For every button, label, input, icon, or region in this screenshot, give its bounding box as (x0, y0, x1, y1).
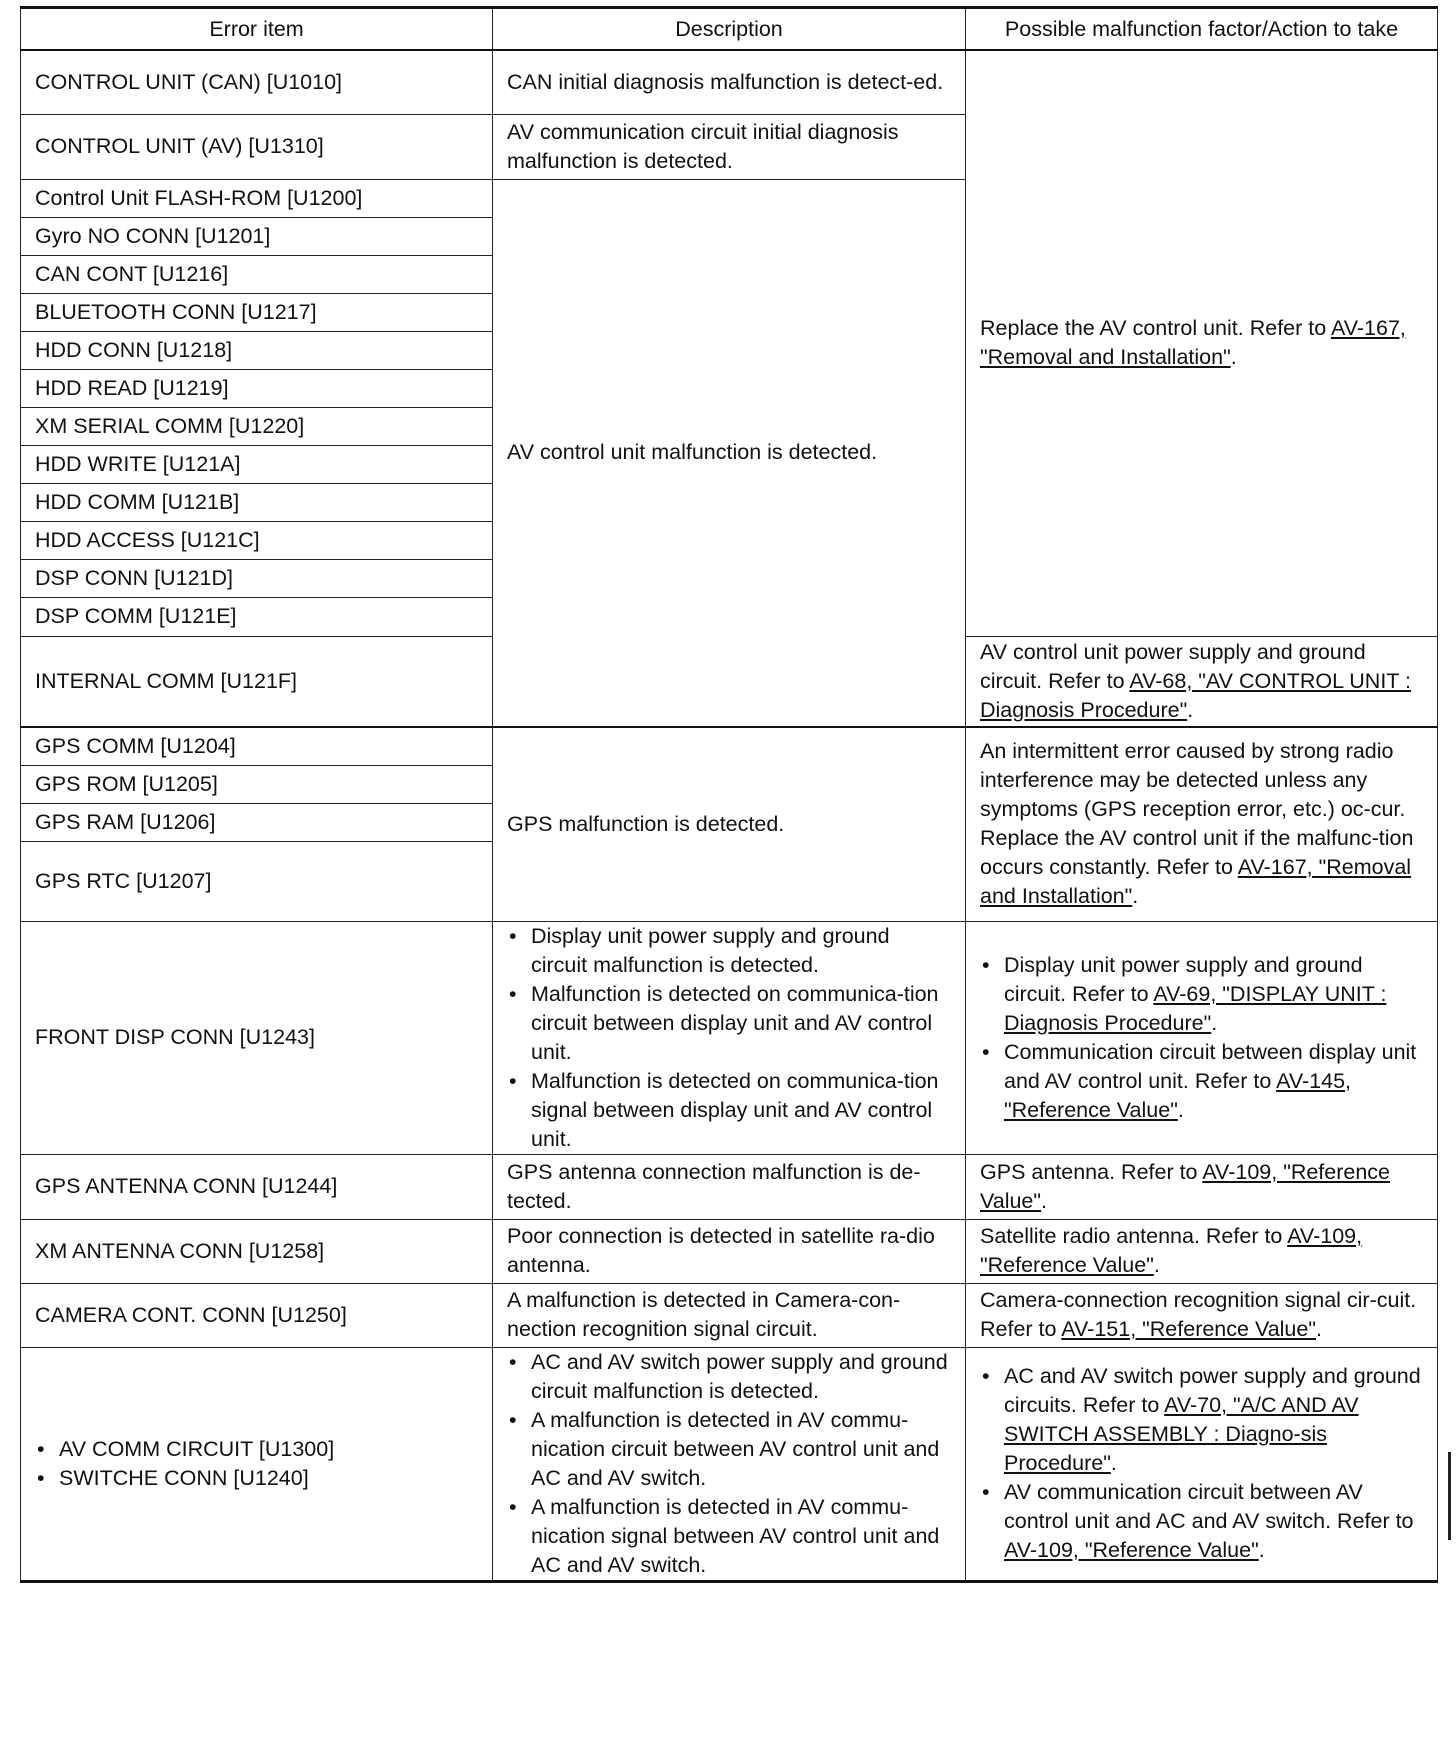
list-item: • A malfunction is detected in AV commu-nication signal between AV control unit and AC and AV switch. (531, 1493, 951, 1580)
list-item: • A malfunction is detected in AV commu-nication circuit between AV control unit and AC and AV switch. (531, 1406, 951, 1493)
error-item: GPS RTC [U1207] (21, 841, 493, 921)
table-row (21, 50, 1438, 114)
action-cell: Camera-connection recognition signal cir-cuit. Refer to AV-151, "Reference Value". (966, 1283, 1438, 1347)
error-item: HDD READ [U1219] (21, 369, 493, 407)
error-item: GPS RAM [U1206] (21, 803, 493, 841)
list-item: • Display unit power supply and ground circuit. Refer to AV-69, "DISPLAY UNIT : Diagnosis Procedure". (1004, 951, 1423, 1038)
error-item: HDD WRITE [U121A] (21, 445, 493, 483)
action-cell: Satellite radio antenna. Refer to AV-109, "Reference Value". (966, 1219, 1438, 1283)
error-item: HDD CONN [U1218] (21, 331, 493, 369)
reference-link[interactable]: AV-145, "Reference Value" (1004, 1068, 1352, 1122)
reference-link[interactable]: AV-167, "Removal and Installation" (980, 855, 1412, 909)
description: GPS malfunction is detected. (493, 727, 966, 921)
error-item: CONTROL UNIT (CAN) [U1010] (21, 50, 493, 114)
error-item: FRONT DISP CONN [U1243] (21, 921, 493, 1154)
table-row (21, 921, 1438, 1154)
error-item-table (20, 6, 1438, 1583)
error-item: CAMERA CONT. CONN [U1250] (21, 1283, 493, 1347)
reference-link[interactable]: AV-109, "Reference Value" (1004, 1538, 1259, 1562)
action-cell: GPS antenna. Refer to AV-109, "Reference Value". (966, 1154, 1438, 1219)
list-item: • Communication circuit between display unit and AV control unit. Refer to AV-145, "Reference Value". (1004, 1038, 1423, 1125)
table-row (21, 1347, 1438, 1581)
list-item: • AV communication circuit between AV control unit and AC and AV switch. Refer to AV-109, "Reference Value". (1004, 1478, 1423, 1565)
error-item: XM ANTENNA CONN [U1258] (21, 1219, 493, 1283)
error-item: CAN CONT [U1216] (21, 255, 493, 293)
error-item: DSP COMM [U121E] (21, 597, 493, 636)
error-item: GPS COMM [U1204] (21, 727, 493, 765)
description (493, 921, 966, 1154)
error-item: HDD ACCESS [U121C] (21, 521, 493, 559)
action-cell: AV control unit power supply and ground circuit. Refer to AV-68, "AV CONTROL UNIT : Diagnosis Procedure". (966, 636, 1438, 727)
error-item (21, 1347, 493, 1581)
action-cell (966, 1347, 1438, 1581)
error-item: DSP CONN [U121D] (21, 559, 493, 597)
description (493, 1347, 966, 1581)
error-item: GPS ANTENNA CONN [U1244] (21, 1154, 493, 1219)
error-item: XM SERIAL COMM [U1220] (21, 407, 493, 445)
header-action: Possible malfunction factor/Action to take (966, 8, 1438, 51)
reference-link[interactable]: AV-70, "A/C AND AV SWITCH ASSEMBLY : Diagno-sis Procedure" (1004, 1393, 1359, 1475)
description: CAN initial diagnosis malfunction is detect-ed. (493, 50, 966, 114)
reference-link[interactable]: AV-151, "Reference Value" (1061, 1317, 1316, 1341)
error-item: CONTROL UNIT (AV) [U1310] (21, 114, 493, 179)
reference-link[interactable]: AV-69, "DISPLAY UNIT : Diagnosis Procedure" (1004, 981, 1387, 1035)
list-item: • Malfunction is detected on communica-tion circuit between display unit and AV control unit. (531, 980, 951, 1067)
list-item: • AV COMM CIRCUIT [U1300] (59, 1435, 478, 1464)
list-item: • Malfunction is detected on communica-tion signal between display unit and AV control unit. (531, 1067, 951, 1154)
reference-link[interactable]: AV-109, "Reference Value" (980, 1159, 1391, 1213)
table-row (21, 1154, 1438, 1219)
description: AV communication circuit initial diagnosis malfunction is detected. (493, 114, 966, 179)
table-row (21, 1219, 1438, 1283)
list-item: • Display unit power supply and ground circuit malfunction is detected. (531, 922, 951, 980)
error-item: Control Unit FLASH-ROM [U1200] (21, 179, 493, 217)
list-item: • AC and AV switch power supply and ground circuit malfunction is detected. (531, 1348, 951, 1406)
reference-link[interactable]: AV-68, "AV CONTROL UNIT : Diagnosis Procedure" (980, 668, 1411, 722)
list-item: • AC and AV switch power supply and ground circuits. Refer to AV-70, "A/C AND AV SWITCH ASSEMBLY : Diagno-sis Procedure". (1004, 1362, 1423, 1478)
error-item: INTERNAL COMM [U121F] (21, 636, 493, 727)
revision-bar (1448, 1452, 1451, 1540)
description: GPS antenna connection malfunction is de-tected. (493, 1154, 966, 1219)
action-cell: Replace the AV control unit. Refer to AV-167, "Removal and Installation". (966, 50, 1438, 636)
list-item: • SWITCHE CONN [U1240] (59, 1464, 478, 1493)
header-description: Description (493, 8, 966, 51)
action-cell: An intermittent error caused by strong radio interference may be detected unless any symptoms (GPS reception error, etc.) oc-cur. Replace the AV control unit if the malfunc-tion occurs constantly. Refer to AV-167, "Removal and Installation". (966, 727, 1438, 921)
error-item: BLUETOOTH CONN [U1217] (21, 293, 493, 331)
error-item: HDD COMM [U121B] (21, 483, 493, 521)
header-error-item: Error item (21, 8, 493, 51)
table-row (21, 1283, 1438, 1347)
description: Poor connection is detected in satellite ra-dio antenna. (493, 1219, 966, 1283)
description: A malfunction is detected in Camera-con-nection recognition signal circuit. (493, 1283, 966, 1347)
reference-link[interactable]: AV-167, "Removal and Installation" (980, 316, 1406, 370)
description: AV control unit malfunction is detected. (493, 179, 966, 727)
table-row (21, 727, 1438, 765)
error-item: Gyro NO CONN [U1201] (21, 217, 493, 255)
action-cell (966, 921, 1438, 1154)
reference-link[interactable]: AV-109, "Reference Value" (980, 1224, 1363, 1277)
header-row (21, 8, 1438, 51)
error-item: GPS ROM [U1205] (21, 765, 493, 803)
